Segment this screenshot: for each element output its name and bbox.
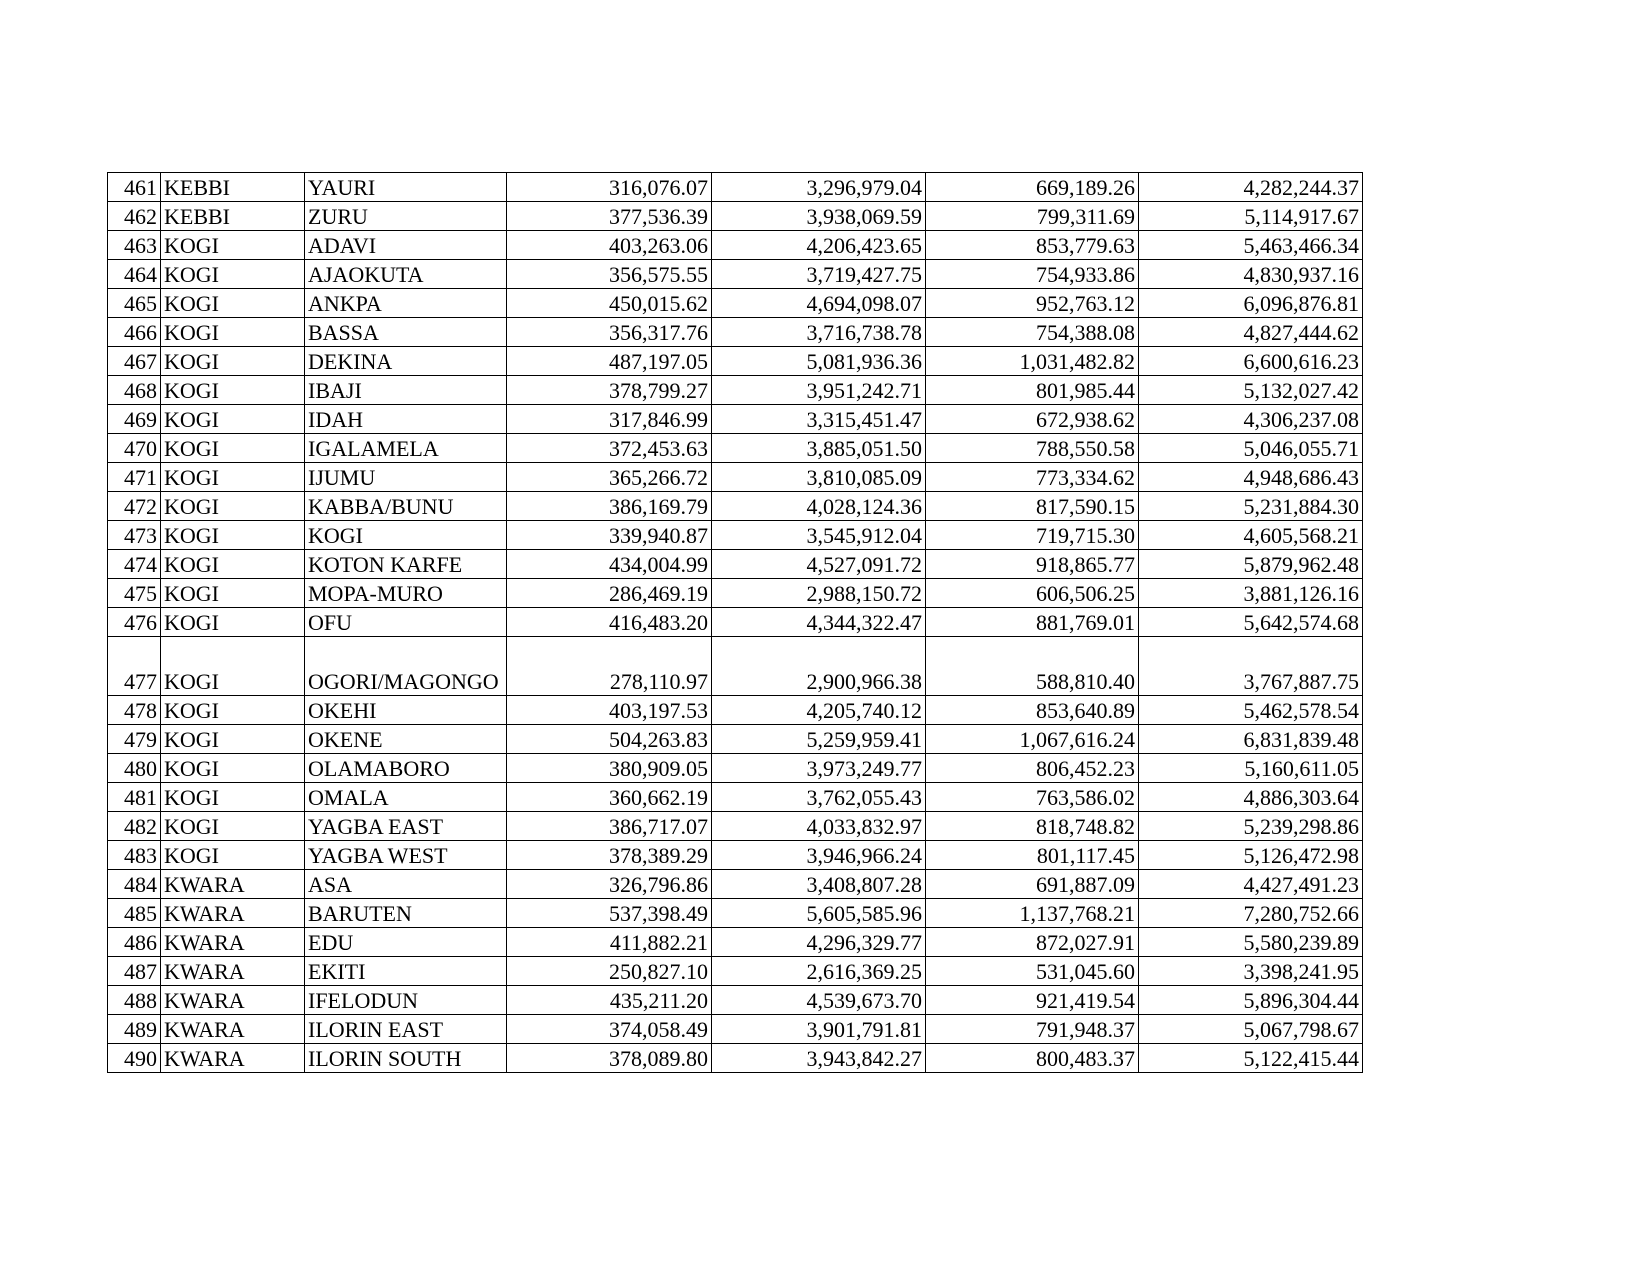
state-cell: KOGI [161,289,305,318]
total-cell: 5,580,239.89 [1139,928,1363,957]
lga-cell: OFU [305,608,507,637]
amount-column-3-cell: 754,388.08 [926,318,1139,347]
serial-number-cell: 471 [108,463,161,492]
table-row [108,463,1363,492]
lga-cell: IFELODUN [305,986,507,1015]
amount-column-1-cell: 356,317.76 [507,318,712,347]
serial-number-cell: 483 [108,841,161,870]
amount-column-3-cell: 806,452.23 [926,754,1139,783]
total-cell: 5,896,304.44 [1139,986,1363,1015]
state-cell: KOGI [161,347,305,376]
lga-cell: ANKPA [305,289,507,318]
lga-cell: IBAJI [305,376,507,405]
state-cell: KWARA [161,957,305,986]
state-cell: KOGI [161,492,305,521]
lga-cell: ADAVI [305,231,507,260]
amount-column-3-cell: 531,045.60 [926,957,1139,986]
amount-column-2-cell: 3,545,912.04 [712,521,926,550]
amount-column-2-cell: 3,901,791.81 [712,1015,926,1044]
serial-number-cell: 480 [108,754,161,783]
amount-column-1-cell: 356,575.55 [507,260,712,289]
serial-number-cell: 469 [108,405,161,434]
serial-number-cell: 475 [108,579,161,608]
table-row [108,783,1363,812]
table-row [108,637,1363,696]
state-cell: KOGI [161,434,305,463]
amount-column-3-cell: 791,948.37 [926,1015,1139,1044]
amount-column-1-cell: 411,882.21 [507,928,712,957]
amount-column-3-cell: 691,887.09 [926,870,1139,899]
amount-column-3-cell: 801,985.44 [926,376,1139,405]
total-cell: 5,114,917.67 [1139,202,1363,231]
table-row [108,608,1363,637]
serial-number-cell: 487 [108,957,161,986]
amount-column-2-cell: 4,028,124.36 [712,492,926,521]
state-cell: KOGI [161,376,305,405]
amount-column-2-cell: 4,205,740.12 [712,696,926,725]
amount-column-1-cell: 403,197.53 [507,696,712,725]
lga-cell: IDAH [305,405,507,434]
state-cell: KWARA [161,986,305,1015]
total-cell: 5,231,884.30 [1139,492,1363,521]
serial-number-cell: 470 [108,434,161,463]
amount-column-3-cell: 817,590.15 [926,492,1139,521]
state-cell: KOGI [161,463,305,492]
amount-column-3-cell: 1,137,768.21 [926,899,1139,928]
amount-column-1-cell: 326,796.86 [507,870,712,899]
state-cell: KWARA [161,1044,305,1073]
total-cell: 3,398,241.95 [1139,957,1363,986]
lga-cell: ILORIN SOUTH [305,1044,507,1073]
lga-cell: IGALAMELA [305,434,507,463]
lga-cell: YAGBA EAST [305,812,507,841]
amount-column-1-cell: 250,827.10 [507,957,712,986]
serial-number-cell: 462 [108,202,161,231]
serial-number-cell: 484 [108,870,161,899]
table-row [108,521,1363,550]
amount-column-1-cell: 360,662.19 [507,783,712,812]
allocation-table [107,172,1363,1073]
serial-number-cell: 465 [108,289,161,318]
amount-column-2-cell: 4,694,098.07 [712,289,926,318]
amount-column-2-cell: 5,081,936.36 [712,347,926,376]
lga-cell: ASA [305,870,507,899]
amount-column-1-cell: 377,536.39 [507,202,712,231]
table-body [108,173,1363,1073]
serial-number-cell: 490 [108,1044,161,1073]
serial-number-cell: 473 [108,521,161,550]
total-cell: 4,827,444.62 [1139,318,1363,347]
amount-column-2-cell: 3,716,738.78 [712,318,926,347]
state-cell: KOGI [161,696,305,725]
amount-column-1-cell: 378,389.29 [507,841,712,870]
amount-column-2-cell: 3,719,427.75 [712,260,926,289]
amount-column-3-cell: 1,067,616.24 [926,725,1139,754]
table-row [108,579,1363,608]
table-row [108,173,1363,202]
table-row [108,405,1363,434]
table-row [108,434,1363,463]
amount-column-2-cell: 4,344,322.47 [712,608,926,637]
amount-column-3-cell: 1,031,482.82 [926,347,1139,376]
lga-cell: OMALA [305,783,507,812]
total-cell: 4,886,303.64 [1139,783,1363,812]
serial-number-cell: 486 [108,928,161,957]
serial-number-cell: 472 [108,492,161,521]
amount-column-2-cell: 4,296,329.77 [712,928,926,957]
state-cell: KOGI [161,783,305,812]
amount-column-1-cell: 403,263.06 [507,231,712,260]
amount-column-2-cell: 3,408,807.28 [712,870,926,899]
total-cell: 5,126,472.98 [1139,841,1363,870]
amount-column-1-cell: 537,398.49 [507,899,712,928]
total-cell: 5,067,798.67 [1139,1015,1363,1044]
total-cell: 6,600,616.23 [1139,347,1363,376]
lga-cell: IJUMU [305,463,507,492]
lga-cell: ILORIN EAST [305,1015,507,1044]
amount-column-2-cell: 4,527,091.72 [712,550,926,579]
amount-column-2-cell: 3,946,966.24 [712,841,926,870]
amount-column-2-cell: 5,259,959.41 [712,725,926,754]
state-cell: KOGI [161,550,305,579]
lga-cell: YAURI [305,173,507,202]
total-cell: 3,767,887.75 [1139,637,1363,696]
state-cell: KOGI [161,521,305,550]
table-row [108,289,1363,318]
total-cell: 5,046,055.71 [1139,434,1363,463]
lga-cell: DEKINA [305,347,507,376]
table-row [108,870,1363,899]
table-row [108,231,1363,260]
table-row [108,928,1363,957]
amount-column-3-cell: 799,311.69 [926,202,1139,231]
amount-column-3-cell: 881,769.01 [926,608,1139,637]
lga-cell: BASSA [305,318,507,347]
table-row [108,347,1363,376]
state-cell: KEBBI [161,202,305,231]
table-row [108,492,1363,521]
amount-column-3-cell: 719,715.30 [926,521,1139,550]
amount-column-3-cell: 672,938.62 [926,405,1139,434]
state-cell: KWARA [161,928,305,957]
serial-number-cell: 466 [108,318,161,347]
state-cell: KOGI [161,841,305,870]
amount-column-2-cell: 4,206,423.65 [712,231,926,260]
total-cell: 4,830,937.16 [1139,260,1363,289]
total-cell: 7,280,752.66 [1139,899,1363,928]
amount-column-1-cell: 386,169.79 [507,492,712,521]
amount-column-1-cell: 434,004.99 [507,550,712,579]
total-cell: 5,122,415.44 [1139,1044,1363,1073]
serial-number-cell: 463 [108,231,161,260]
amount-column-2-cell: 3,315,451.47 [712,405,926,434]
serial-number-cell: 479 [108,725,161,754]
amount-column-2-cell: 2,900,966.38 [712,637,926,696]
table-row [108,812,1363,841]
lga-cell: OKEHI [305,696,507,725]
state-cell: KOGI [161,637,305,696]
serial-number-cell: 464 [108,260,161,289]
serial-number-cell: 476 [108,608,161,637]
table-row [108,754,1363,783]
state-cell: KOGI [161,579,305,608]
amount-column-2-cell: 3,885,051.50 [712,434,926,463]
total-cell: 4,306,237.08 [1139,405,1363,434]
amount-column-1-cell: 339,940.87 [507,521,712,550]
amount-column-2-cell: 4,539,673.70 [712,986,926,1015]
lga-cell: KABBA/BUNU [305,492,507,521]
amount-column-2-cell: 3,762,055.43 [712,783,926,812]
table-row [108,260,1363,289]
serial-number-cell: 477 [108,637,161,696]
table-row [108,550,1363,579]
amount-column-1-cell: 365,266.72 [507,463,712,492]
serial-number-cell: 489 [108,1015,161,1044]
amount-column-1-cell: 316,076.07 [507,173,712,202]
amount-column-2-cell: 3,943,842.27 [712,1044,926,1073]
state-cell: KWARA [161,899,305,928]
state-cell: KOGI [161,231,305,260]
amount-column-3-cell: 853,640.89 [926,696,1139,725]
amount-column-2-cell: 2,616,369.25 [712,957,926,986]
table-row [108,957,1363,986]
serial-number-cell: 474 [108,550,161,579]
lga-cell: ZURU [305,202,507,231]
amount-column-3-cell: 773,334.62 [926,463,1139,492]
table-row [108,899,1363,928]
amount-column-1-cell: 372,453.63 [507,434,712,463]
amount-column-1-cell: 380,909.05 [507,754,712,783]
lga-cell: EKITI [305,957,507,986]
amount-column-2-cell: 3,938,069.59 [712,202,926,231]
table-row [108,1044,1363,1073]
amount-column-3-cell: 763,586.02 [926,783,1139,812]
amount-column-2-cell: 2,988,150.72 [712,579,926,608]
amount-column-3-cell: 669,189.26 [926,173,1139,202]
state-cell: KOGI [161,260,305,289]
amount-column-3-cell: 818,748.82 [926,812,1139,841]
amount-column-1-cell: 286,469.19 [507,579,712,608]
state-cell: KOGI [161,405,305,434]
table-row [108,202,1363,231]
state-cell: KEBBI [161,173,305,202]
lga-cell: OKENE [305,725,507,754]
total-cell: 5,879,962.48 [1139,550,1363,579]
amount-column-1-cell: 435,211.20 [507,986,712,1015]
lga-cell: YAGBA WEST [305,841,507,870]
total-cell: 4,605,568.21 [1139,521,1363,550]
amount-column-1-cell: 378,089.80 [507,1044,712,1073]
lga-cell: AJAOKUTA [305,260,507,289]
total-cell: 6,096,876.81 [1139,289,1363,318]
state-cell: KWARA [161,870,305,899]
state-cell: KOGI [161,318,305,347]
serial-number-cell: 461 [108,173,161,202]
amount-column-3-cell: 801,117.45 [926,841,1139,870]
total-cell: 5,642,574.68 [1139,608,1363,637]
table-row [108,376,1363,405]
state-cell: KWARA [161,1015,305,1044]
amount-column-2-cell: 5,605,585.96 [712,899,926,928]
amount-column-1-cell: 374,058.49 [507,1015,712,1044]
total-cell: 5,132,027.42 [1139,376,1363,405]
serial-number-cell: 485 [108,899,161,928]
total-cell: 5,463,466.34 [1139,231,1363,260]
lga-cell: KOTON KARFE [305,550,507,579]
total-cell: 5,239,298.86 [1139,812,1363,841]
amount-column-2-cell: 3,296,979.04 [712,173,926,202]
table-row [108,841,1363,870]
amount-column-1-cell: 416,483.20 [507,608,712,637]
amount-column-3-cell: 952,763.12 [926,289,1139,318]
amount-column-3-cell: 853,779.63 [926,231,1139,260]
lga-cell: MOPA-MURO [305,579,507,608]
state-cell: KOGI [161,725,305,754]
amount-column-3-cell: 800,483.37 [926,1044,1139,1073]
amount-column-3-cell: 918,865.77 [926,550,1139,579]
total-cell: 6,831,839.48 [1139,725,1363,754]
lga-cell: BARUTEN [305,899,507,928]
total-cell: 5,160,611.05 [1139,754,1363,783]
amount-column-2-cell: 4,033,832.97 [712,812,926,841]
amount-column-1-cell: 487,197.05 [507,347,712,376]
amount-column-3-cell: 606,506.25 [926,579,1139,608]
amount-column-1-cell: 278,110.97 [507,637,712,696]
amount-column-1-cell: 386,717.07 [507,812,712,841]
amount-column-1-cell: 378,799.27 [507,376,712,405]
total-cell: 4,427,491.23 [1139,870,1363,899]
amount-column-3-cell: 872,027.91 [926,928,1139,957]
amount-column-2-cell: 3,973,249.77 [712,754,926,783]
total-cell: 4,282,244.37 [1139,173,1363,202]
total-cell: 5,462,578.54 [1139,696,1363,725]
amount-column-1-cell: 450,015.62 [507,289,712,318]
lga-cell: OLAMABORO [305,754,507,783]
table-row [108,986,1363,1015]
table-row [108,318,1363,347]
lga-cell: EDU [305,928,507,957]
serial-number-cell: 482 [108,812,161,841]
amount-column-2-cell: 3,951,242.71 [712,376,926,405]
table-row [108,696,1363,725]
state-cell: KOGI [161,754,305,783]
lga-cell: KOGI [305,521,507,550]
table-row [108,1015,1363,1044]
state-cell: KOGI [161,812,305,841]
amount-column-3-cell: 788,550.58 [926,434,1139,463]
serial-number-cell: 481 [108,783,161,812]
state-cell: KOGI [161,608,305,637]
amount-column-1-cell: 504,263.83 [507,725,712,754]
table-row [108,725,1363,754]
serial-number-cell: 478 [108,696,161,725]
serial-number-cell: 468 [108,376,161,405]
total-cell: 3,881,126.16 [1139,579,1363,608]
amount-column-3-cell: 921,419.54 [926,986,1139,1015]
amount-column-2-cell: 3,810,085.09 [712,463,926,492]
lga-cell: OGORI/MAGONGO [305,637,507,696]
amount-column-1-cell: 317,846.99 [507,405,712,434]
total-cell: 4,948,686.43 [1139,463,1363,492]
amount-column-3-cell: 754,933.86 [926,260,1139,289]
serial-number-cell: 467 [108,347,161,376]
serial-number-cell: 488 [108,986,161,1015]
amount-column-3-cell: 588,810.40 [926,637,1139,696]
